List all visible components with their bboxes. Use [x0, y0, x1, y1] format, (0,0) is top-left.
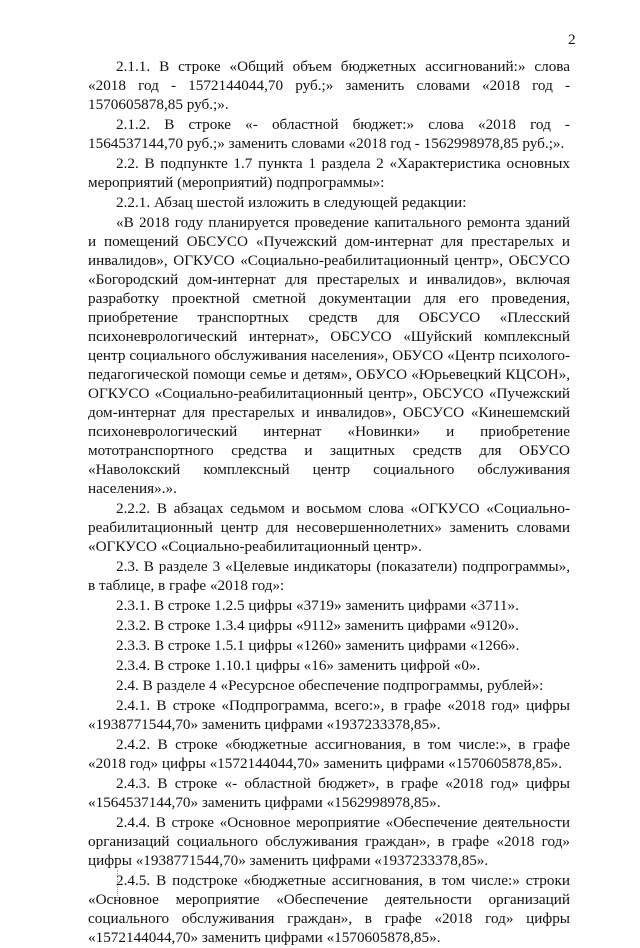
paragraph-2-2: 2.2. В подпункте 1.7 пункта 1 раздела 2 «Характеристика основных мероприятий (мероприятий) подпрограммы»:: [88, 155, 570, 191]
paragraph-2-3-4: 2.3.4. В строке 1.10.1 цифры «16» заменить цифрой «0».: [116, 657, 481, 674]
scan-margin-mark: [117, 870, 119, 900]
paragraph-2-3-2: 2.3.2. В строке 1.3.4 цифры «9112» заменить цифрами «9120».: [116, 617, 519, 634]
paragraph-quoted-edition: «В 2018 году планируется проведение капитального ремонта зданий и помещений ОБСУСО «Пучежский дом-интернат для престарелых и инвалидов», ОГКУСО «Социально-реабилитационный центр», ОБСУСО «Богородский дом-интернат для престарелых и инвалидов», включая разработку проектной сметной документации для его проведения, приобретение транспортных средств для ОБСУСО «Плесский психоневрологический интернат», ОБСУСО «Шуйский комплексный центр социального обслуживания населения», ОБУСО «Центр психолого-педагогической помощи семье и детям», ОБУСО «Юрьевецкий КЦСОН», ОГКУСО «Социально-реабилитационный центр», ОБСУСО «Пучежский дом-интернат для престарелых и инвалидов», ОБСУСО «Кинешемский психоневрологический интернат «Новинки» и приобретение мототранспортного средства и защитных средств для ОБУСО «Наволокский комплексный центр социального обслуживания населения».».: [88, 214, 570, 497]
paragraph-2-3-3: 2.3.3. В строке 1.5.1 цифры «1260» заменить цифрами «1266».: [116, 637, 520, 654]
paragraph-2-4: 2.4. В разделе 4 «Ресурсное обеспечение подпрограммы, рублей»:: [116, 677, 544, 694]
document-body: [88, 57, 570, 948]
paragraph-2-4-3: 2.4.3. В строке «- областной бюджет», в графе «2018 год» цифры «1564537144,70» заменить цифрами «1562998978,85».: [88, 775, 570, 811]
paragraph-2-4-1: 2.4.1. В строке «Подпрограмма, всего:», в графе «2018 год» цифры «1938771544,70» заменить цифрами «1937233378,85».: [88, 697, 570, 733]
page-number: 2: [568, 31, 576, 48]
paragraph-2-1-1: 2.1.1. В строке «Общий объем бюджетных ассигнований:» слова «2018 год - 1572144044,70 руб.;» заменить словами «2018 год - 1570605878,85 руб.;».: [88, 58, 570, 113]
paragraph-2-2-2: 2.2.2. В абзацах седьмом и восьмом слова «ОГКУСО «Социально-реабилитационный центр для несовершеннолетних» заменить словами «ОГКУСО «Социально-реабилитационный центр».: [88, 500, 570, 555]
paragraph-2-2-1: 2.2.1. Абзац шестой изложить в следующей редакции:: [116, 194, 467, 211]
paragraph-2-3: 2.3. В разделе 3 «Целевые индикаторы (показатели) подпрограммы», в таблице, в графе «2018 год»:: [88, 558, 570, 594]
paragraph-2-4-5: 2.4.5. В подстроке «бюджетные ассигнования, в том числе:» строки «Основное мероприятие «Обеспечение деятельности организаций социального обслуживания граждан», в графе «2018 год» цифры «1572144044,70» заменить цифрами «1570605878,85».: [88, 872, 570, 946]
paragraph-2-4-4: 2.4.4. В строке «Основное мероприятие «Обеспечение деятельности организаций социального обслуживания граждан», в графе «2018 год» цифры «1938771544,70» заменить цифрами «1937233378,85».: [88, 814, 570, 869]
paragraph-2-1-2: 2.1.2. В строке «- областной бюджет:» слова «2018 год - 1564537144,70 руб.;» заменить словами «2018 год - 1562998978,85 руб.;».: [88, 116, 570, 152]
paragraph-2-3-1: 2.3.1. В строке 1.2.5 цифры «3719» заменить цифрами «3711».: [116, 597, 519, 614]
paragraph-2-4-2: 2.4.2. В строке «бюджетные ассигнования, в том числе:», в графе «2018 год» цифры «1572144044,70» заменить цифрами «1570605878,85».: [88, 736, 570, 772]
